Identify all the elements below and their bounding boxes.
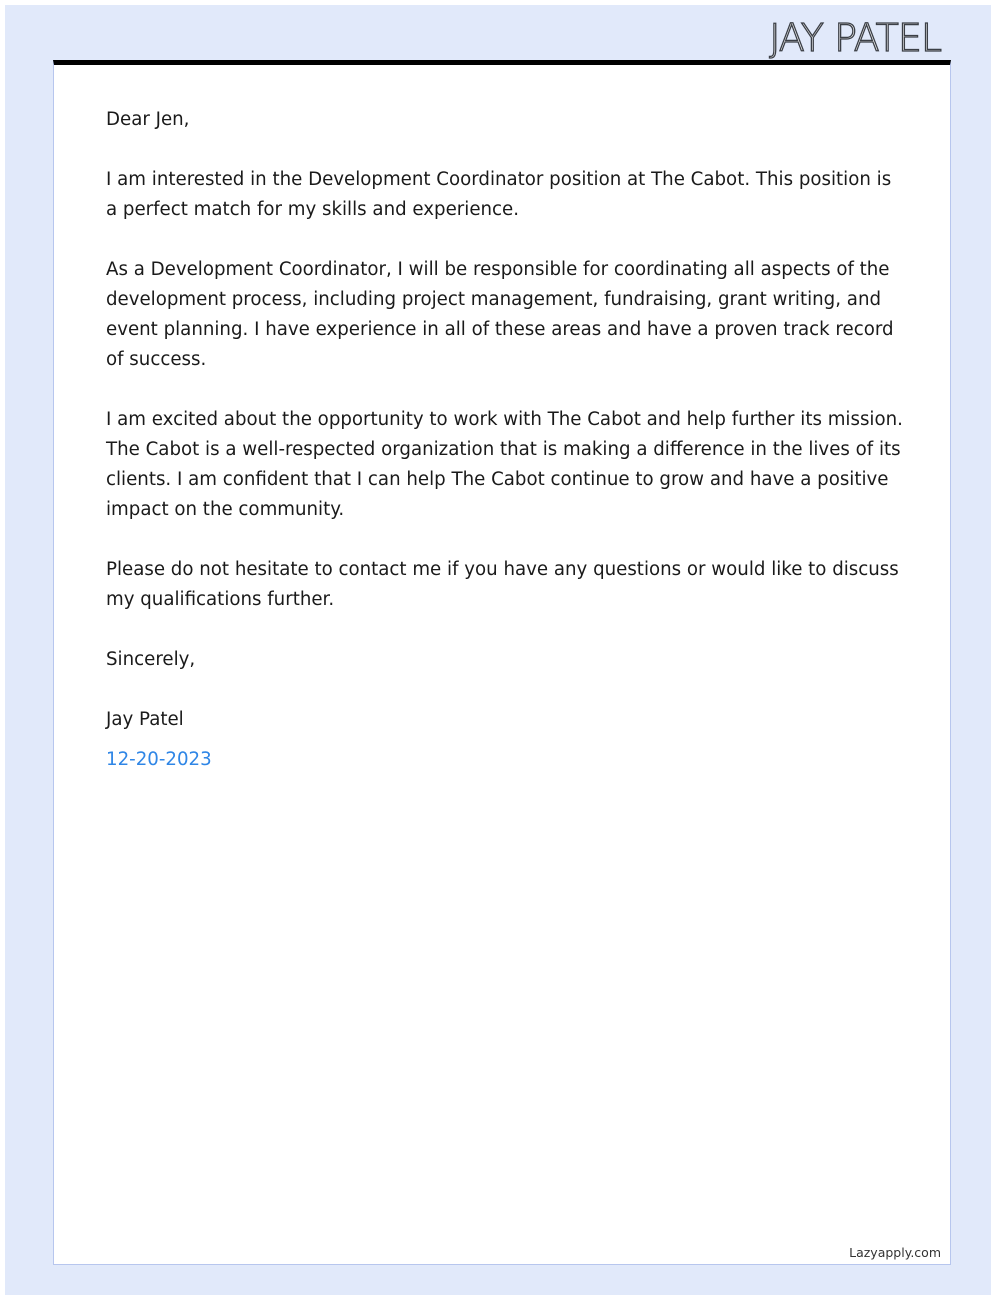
paragraph-1: I am interested in the Development Coordinator position at The Cabot. This position is a perfect match for my skills and experience. [106, 169, 892, 220]
paragraph-2: As a Development Coordinator, I will be responsible for coordinating all aspects of the development process, including project management, fundraising, grant writing, and event planning. I have experience in all of these areas and have a proven track record of success. [106, 259, 894, 370]
applicant-name-header: JAY PATEL [769, 16, 941, 60]
letter-date: 12-20-2023 [106, 749, 212, 770]
paragraph-4: Please do not hesitate to contact me if you have any questions or would like to discuss my qualifications further. [106, 559, 899, 610]
paragraph-3: I am excited about the opportunity to work with The Cabot and help further its mission. The Cabot is a well-respected organization that is making a difference in the lives of its clients. I am confident that I can help The Cabot continue to grow and have a positive impact on the community. [106, 409, 903, 520]
closing: Sincerely, [106, 649, 196, 670]
footer-brand: Lazyapply.com [849, 1245, 941, 1260]
letter-sheet [53, 60, 951, 1265]
signature: Jay Patel [106, 709, 184, 730]
page-frame [5, 5, 991, 1295]
salutation: Dear Jen, [106, 109, 190, 130]
cover-letter-body [106, 105, 906, 775]
